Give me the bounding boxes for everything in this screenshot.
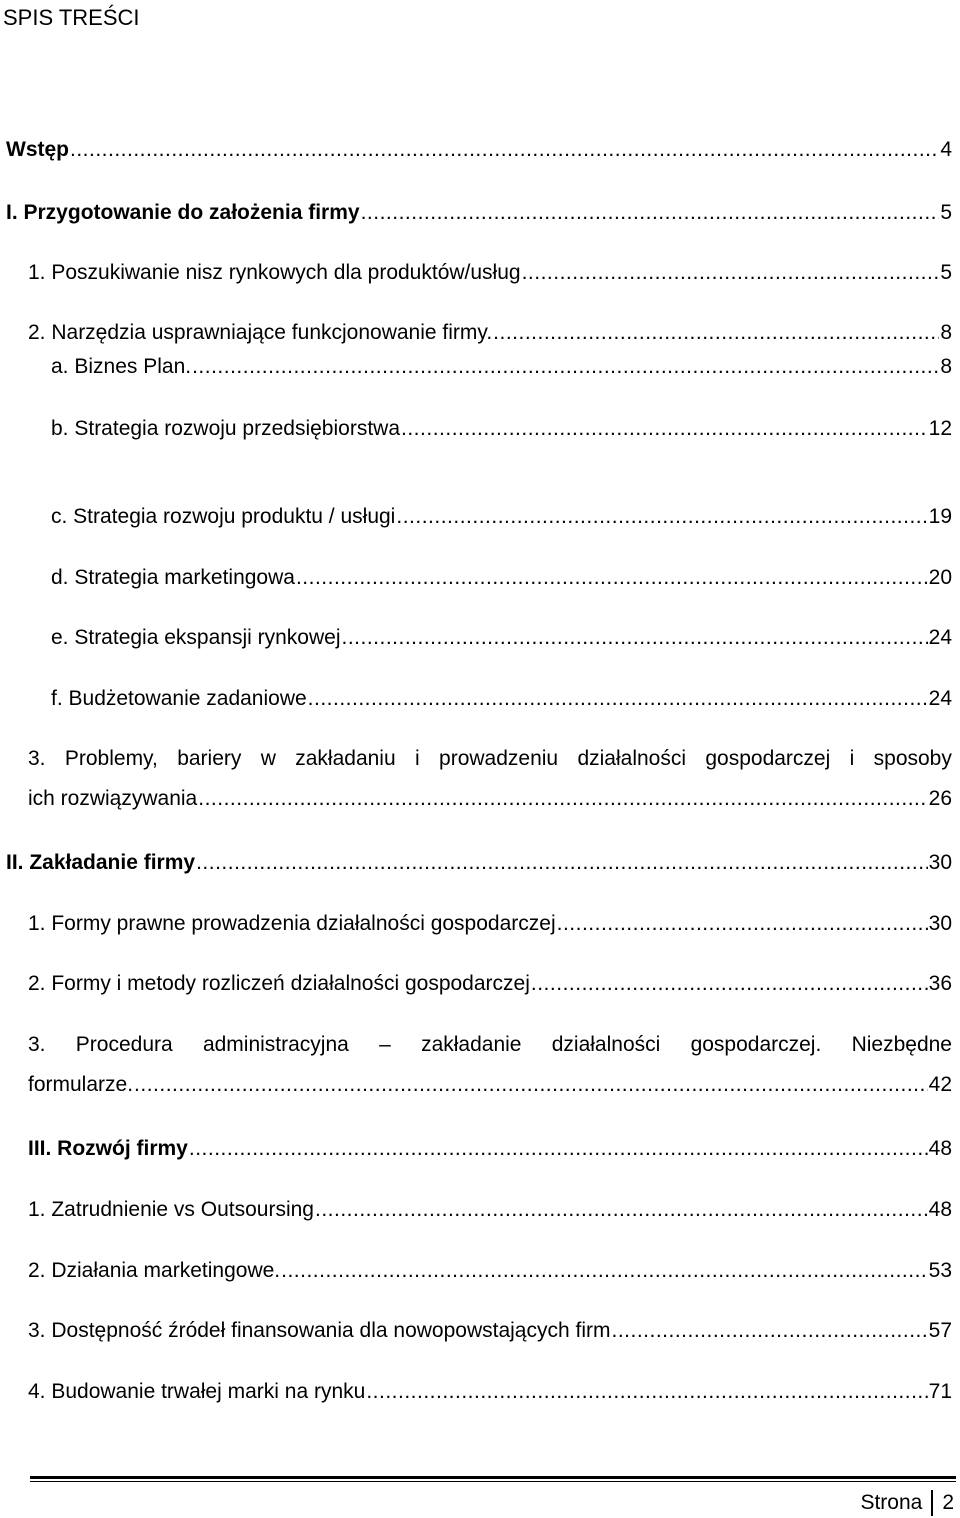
toc-page-number: 24 <box>928 687 952 710</box>
toc-word: Procedura <box>75 1033 173 1056</box>
toc-entry-1-2-e[interactable] <box>51 625 952 651</box>
toc-entry-label: Wstęp <box>6 138 69 161</box>
toc-entry-1-2-f[interactable] <box>51 686 952 712</box>
toc-leader-dots <box>70 137 939 163</box>
toc-page-number: 8 <box>940 355 952 378</box>
toc-word: w <box>260 747 276 770</box>
toc-leader-dots <box>296 565 928 591</box>
toc-word: prowadzeniu <box>439 747 559 770</box>
toc-page-number: 19 <box>928 505 952 528</box>
toc-leader-dots <box>315 1197 928 1223</box>
toc-leader-dots <box>189 1136 928 1162</box>
toc-page-number: 12 <box>928 417 952 440</box>
toc-leader-dots <box>401 416 928 442</box>
toc-word: Problemy, <box>64 747 158 770</box>
toc-entry-1-2-c[interactable] <box>51 504 952 530</box>
toc-page-number: 71 <box>928 1380 952 1403</box>
toc-entry-1-1[interactable] <box>28 260 952 286</box>
toc-page-number: 5 <box>940 201 952 224</box>
toc-page-number: 53 <box>928 1259 952 1282</box>
toc-word: – <box>379 1033 391 1056</box>
footer-rule-thin <box>30 1481 956 1482</box>
page-footer <box>860 1489 954 1517</box>
toc-page-number: 26 <box>928 787 952 810</box>
toc-leader-dots <box>366 1379 927 1405</box>
toc-entry-label: II. Zakładanie firmy <box>6 851 196 874</box>
toc-leader-dots <box>557 911 928 937</box>
toc-leader-dots <box>198 786 927 812</box>
toc-page-number: 48 <box>928 1137 952 1160</box>
toc-entry-chapter-1[interactable] <box>6 200 952 226</box>
footer-page-number: 2 <box>942 1491 954 1514</box>
toc-entry-3-4[interactable] <box>28 1379 952 1405</box>
toc-entry-chapter-3[interactable] <box>28 1136 952 1162</box>
toc-word: administracyjna <box>202 1033 349 1056</box>
toc-entry-label: ich rozwiązywania <box>28 787 198 810</box>
toc-leader-dots <box>361 200 940 226</box>
toc-word: gospodarczej. <box>690 1033 822 1056</box>
toc-entry-label: 4. Budowanie trwałej marki na rynku <box>28 1380 366 1403</box>
toc-entry-label: b. Strategia rozwoju przedsiębiorstwa <box>51 417 401 440</box>
toc-leader-dots <box>522 260 940 286</box>
toc-leader-dots <box>134 1072 928 1098</box>
toc-entry-label: a. Biznes Plan. <box>51 355 192 378</box>
toc-leader-dots <box>396 504 927 530</box>
footer-rule-thick <box>30 1476 956 1479</box>
toc-leader-dots <box>281 1258 928 1284</box>
toc-entry-label: c. Strategia rozwoju produktu / usługi <box>51 505 396 528</box>
toc-page-number: 4 <box>940 138 952 161</box>
toc-word: zakładaniu <box>295 747 396 770</box>
toc-entry-3-3[interactable] <box>28 1318 952 1344</box>
toc-page-number: 42 <box>928 1073 952 1096</box>
toc-page-number: 20 <box>928 566 952 589</box>
toc-word: Niezbędne <box>851 1033 952 1056</box>
toc-word: zakładanie <box>421 1033 522 1056</box>
toc-entry-2-3[interactable] <box>28 1072 952 1098</box>
toc-entry-chapter-2[interactable] <box>6 850 952 876</box>
toc-leader-dots <box>196 850 928 876</box>
toc-page-number: 30 <box>928 912 952 935</box>
toc-entry-1-3-first-line[interactable] <box>28 746 952 772</box>
toc-word: sposoby <box>873 747 952 770</box>
toc-leader-dots <box>493 320 939 346</box>
toc-page-number: 57 <box>928 1319 952 1342</box>
toc-entry-wstep[interactable] <box>6 137 952 163</box>
toc-leader-dots <box>531 971 928 997</box>
toc-entry-1-2-b[interactable] <box>51 416 952 442</box>
toc-leader-dots <box>192 354 939 380</box>
toc-word: bariery <box>177 747 242 770</box>
toc-entry-2-2[interactable] <box>28 971 952 997</box>
toc-entry-label: d. Strategia marketingowa <box>51 566 295 589</box>
toc-entry-2-3-first-line[interactable] <box>28 1032 952 1058</box>
toc-word: działalności <box>577 747 687 770</box>
toc-word: działalności <box>551 1033 661 1056</box>
toc-word: 3. <box>28 747 46 770</box>
page-title: SPIS TREŚCI <box>3 5 140 30</box>
toc-page-number: 36 <box>928 972 952 995</box>
toc-leader-dots <box>341 625 927 651</box>
toc-entry-label: 2. Narzędzia usprawniające funkcjonowanie firmy. <box>28 321 493 344</box>
toc-entry-label: 1. Formy prawne prowadzenia działalności gospodarczej <box>28 912 556 935</box>
toc-leader-dots <box>611 1318 927 1344</box>
toc-word: i <box>849 747 855 770</box>
toc-entry-label: e. Strategia ekspansji rynkowej <box>51 626 341 649</box>
toc-page-number: 8 <box>940 321 952 344</box>
toc-page-number: 5 <box>940 261 952 284</box>
toc-word: gospodarczej <box>705 747 831 770</box>
toc-entry-label: I. Przygotowanie do założenia firmy <box>6 201 360 224</box>
toc-entry-3-1[interactable] <box>28 1197 952 1223</box>
toc-page-number: 48 <box>928 1198 952 1221</box>
toc-entry-1-2-a[interactable] <box>51 354 952 380</box>
toc-word: i <box>415 747 420 770</box>
toc-entry-label: 2. Działania marketingowe. <box>28 1259 281 1282</box>
toc-entry-label: 3. Dostępność źródeł finansowania dla nowopowstających firm <box>28 1319 611 1342</box>
footer-label: Strona <box>860 1491 923 1514</box>
toc-entry-label: formularze. <box>28 1073 134 1096</box>
toc-page-number: 24 <box>928 626 952 649</box>
toc-entry-1-3[interactable] <box>28 786 952 812</box>
toc-entry-label: 2. Formy i metody rozliczeń działalności gospodarczej <box>28 972 530 995</box>
toc-word: 3. <box>28 1033 46 1056</box>
toc-entry-label: 1. Poszukiwanie nisz rynkowych dla produktów/usług <box>28 261 521 284</box>
footer-separator <box>931 1490 933 1516</box>
toc-entry-1-2-d[interactable] <box>51 565 952 591</box>
toc-page-number: 30 <box>928 851 952 874</box>
toc-entry-label: 1. Zatrudnienie vs Outsoursing <box>28 1198 314 1221</box>
toc-entry-2-1[interactable] <box>28 911 952 937</box>
toc-entry-label: III. Rozwój firmy <box>28 1137 188 1160</box>
toc-entry-label: f. Budżetowanie zadaniowe <box>51 687 307 710</box>
toc-entry-3-2[interactable] <box>28 1258 952 1284</box>
toc-leader-dots <box>308 686 928 712</box>
toc-entry-1-2[interactable] <box>28 320 952 346</box>
